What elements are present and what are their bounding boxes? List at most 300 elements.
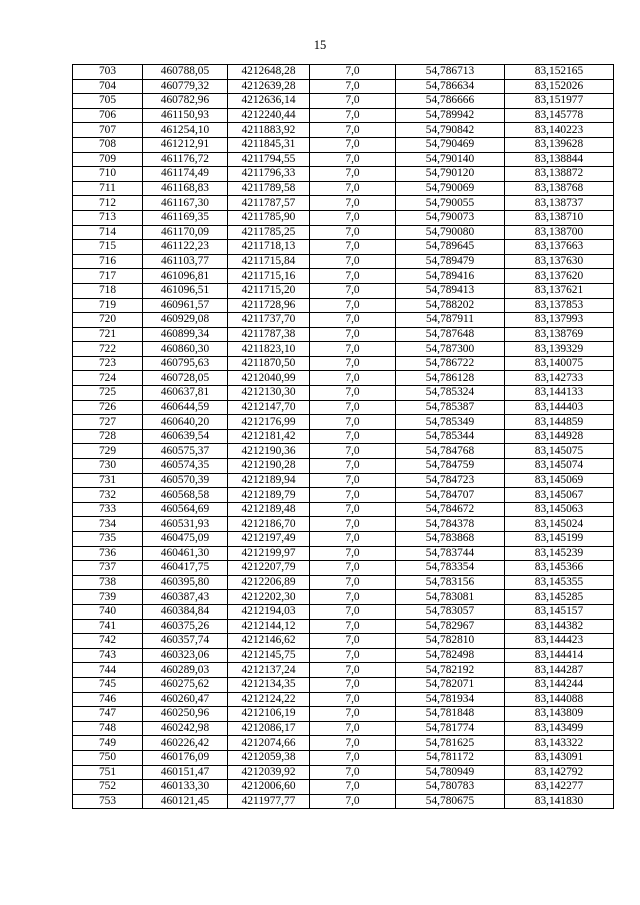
table-row	[73, 254, 614, 269]
table-row	[73, 298, 614, 313]
y-coordinate-cell: 4211823,10	[228, 342, 310, 357]
latitude-cell: 54,784707	[396, 488, 505, 503]
table-row	[73, 225, 614, 240]
latitude-cell: 54,784723	[396, 473, 505, 488]
table-row	[73, 371, 614, 386]
point-number-cell: 735	[73, 532, 143, 547]
latitude-cell: 54,790073	[396, 210, 505, 225]
value-cell: 7,0	[310, 444, 396, 459]
y-coordinate-cell: 4212206,89	[228, 575, 310, 590]
y-coordinate-cell: 4211715,20	[228, 283, 310, 298]
latitude-cell: 54,782498	[396, 648, 505, 663]
longitude-cell: 83,145366	[505, 561, 614, 576]
x-coordinate-cell: 460779,32	[143, 79, 228, 94]
y-coordinate-cell: 4212648,28	[228, 65, 310, 80]
x-coordinate-cell: 460575,37	[143, 444, 228, 459]
x-coordinate-cell: 460226,42	[143, 736, 228, 751]
point-number-cell: 732	[73, 488, 143, 503]
y-coordinate-cell: 4212190,28	[228, 459, 310, 474]
value-cell: 7,0	[310, 356, 396, 371]
value-cell: 7,0	[310, 794, 396, 809]
value-cell: 7,0	[310, 634, 396, 649]
latitude-cell: 54,786713	[396, 65, 505, 80]
longitude-cell: 83,137621	[505, 283, 614, 298]
point-number-cell: 737	[73, 561, 143, 576]
value-cell: 7,0	[310, 517, 396, 532]
y-coordinate-cell: 4211715,84	[228, 254, 310, 269]
point-number-cell: 734	[73, 517, 143, 532]
table-row	[73, 590, 614, 605]
value-cell: 7,0	[310, 619, 396, 634]
latitude-cell: 54,781774	[396, 721, 505, 736]
longitude-cell: 83,152026	[505, 79, 614, 94]
value-cell: 7,0	[310, 152, 396, 167]
x-coordinate-cell: 460289,03	[143, 663, 228, 678]
table-row	[73, 750, 614, 765]
point-number-cell: 740	[73, 604, 143, 619]
x-coordinate-cell: 460375,26	[143, 619, 228, 634]
y-coordinate-cell: 4212240,44	[228, 108, 310, 123]
y-coordinate-cell: 4212189,48	[228, 502, 310, 517]
latitude-cell: 54,783081	[396, 590, 505, 605]
table-row	[73, 794, 614, 809]
point-number-cell: 750	[73, 750, 143, 765]
x-coordinate-cell: 460250,96	[143, 707, 228, 722]
latitude-cell: 54,787648	[396, 327, 505, 342]
point-number-cell: 713	[73, 210, 143, 225]
table-row	[73, 152, 614, 167]
value-cell: 7,0	[310, 108, 396, 123]
longitude-cell: 83,144423	[505, 634, 614, 649]
x-coordinate-cell: 460461,30	[143, 546, 228, 561]
value-cell: 7,0	[310, 313, 396, 328]
latitude-cell: 54,786666	[396, 94, 505, 109]
point-number-cell: 738	[73, 575, 143, 590]
point-number-cell: 710	[73, 167, 143, 182]
table-row	[73, 444, 614, 459]
longitude-cell: 83,152165	[505, 65, 614, 80]
table-row	[73, 240, 614, 255]
value-cell: 7,0	[310, 298, 396, 313]
x-coordinate-cell: 461122,23	[143, 240, 228, 255]
y-coordinate-cell: 4212134,35	[228, 677, 310, 692]
longitude-cell: 83,138710	[505, 210, 614, 225]
y-coordinate-cell: 4211787,57	[228, 196, 310, 211]
point-number-cell: 743	[73, 648, 143, 663]
table-row	[73, 386, 614, 401]
latitude-cell: 54,790055	[396, 196, 505, 211]
y-coordinate-cell: 4212146,62	[228, 634, 310, 649]
table-row	[73, 429, 614, 444]
longitude-cell: 83,141830	[505, 794, 614, 809]
value-cell: 7,0	[310, 459, 396, 474]
point-number-cell: 719	[73, 298, 143, 313]
table-row	[73, 488, 614, 503]
longitude-cell: 83,145285	[505, 590, 614, 605]
x-coordinate-cell: 460417,75	[143, 561, 228, 576]
longitude-cell: 83,145067	[505, 488, 614, 503]
table-row	[73, 283, 614, 298]
value-cell: 7,0	[310, 181, 396, 196]
y-coordinate-cell: 4211796,33	[228, 167, 310, 182]
value-cell: 7,0	[310, 677, 396, 692]
longitude-cell: 83,145075	[505, 444, 614, 459]
page-number: 15	[313, 38, 327, 52]
point-number-cell: 718	[73, 283, 143, 298]
point-number-cell: 751	[73, 765, 143, 780]
point-number-cell: 745	[73, 677, 143, 692]
latitude-cell: 54,780949	[396, 765, 505, 780]
value-cell: 7,0	[310, 765, 396, 780]
table-row	[73, 167, 614, 182]
value-cell: 7,0	[310, 648, 396, 663]
value-cell: 7,0	[310, 707, 396, 722]
value-cell: 7,0	[310, 65, 396, 80]
value-cell: 7,0	[310, 502, 396, 517]
value-cell: 7,0	[310, 196, 396, 211]
latitude-cell: 54,785324	[396, 386, 505, 401]
point-number-cell: 746	[73, 692, 143, 707]
point-number-cell: 722	[73, 342, 143, 357]
y-coordinate-cell: 4211785,25	[228, 225, 310, 240]
y-coordinate-cell: 4212040,99	[228, 371, 310, 386]
value-cell: 7,0	[310, 604, 396, 619]
x-coordinate-cell: 460384,84	[143, 604, 228, 619]
y-coordinate-cell: 4212176,99	[228, 415, 310, 430]
y-coordinate-cell: 4212137,24	[228, 663, 310, 678]
x-coordinate-cell: 461096,81	[143, 269, 228, 284]
y-coordinate-cell: 4211883,92	[228, 123, 310, 138]
x-coordinate-cell: 460640,20	[143, 415, 228, 430]
latitude-cell: 54,790842	[396, 123, 505, 138]
value-cell: 7,0	[310, 371, 396, 386]
longitude-cell: 83,137853	[505, 298, 614, 313]
y-coordinate-cell: 4212189,94	[228, 473, 310, 488]
y-coordinate-cell: 4212144,12	[228, 619, 310, 634]
y-coordinate-cell: 4212145,75	[228, 648, 310, 663]
y-coordinate-cell: 4211785,90	[228, 210, 310, 225]
point-number-cell: 724	[73, 371, 143, 386]
point-number-cell: 729	[73, 444, 143, 459]
x-coordinate-cell: 460260,47	[143, 692, 228, 707]
value-cell: 7,0	[310, 561, 396, 576]
value-cell: 7,0	[310, 488, 396, 503]
longitude-cell: 83,145239	[505, 546, 614, 561]
value-cell: 7,0	[310, 546, 396, 561]
latitude-cell: 54,790469	[396, 137, 505, 152]
value-cell: 7,0	[310, 575, 396, 590]
y-coordinate-cell: 4212124,22	[228, 692, 310, 707]
y-coordinate-cell: 4211737,70	[228, 313, 310, 328]
point-number-cell: 712	[73, 196, 143, 211]
y-coordinate-cell: 4212086,17	[228, 721, 310, 736]
latitude-cell: 54,787300	[396, 342, 505, 357]
x-coordinate-cell: 460637,81	[143, 386, 228, 401]
table-row	[73, 327, 614, 342]
y-coordinate-cell: 4211789,58	[228, 181, 310, 196]
point-number-cell: 726	[73, 400, 143, 415]
x-coordinate-cell: 460357,74	[143, 634, 228, 649]
x-coordinate-cell: 460644,59	[143, 400, 228, 415]
table-row	[73, 619, 614, 634]
longitude-cell: 83,138769	[505, 327, 614, 342]
table-row	[73, 677, 614, 692]
value-cell: 7,0	[310, 254, 396, 269]
value-cell: 7,0	[310, 269, 396, 284]
latitude-cell: 54,781848	[396, 707, 505, 722]
x-coordinate-cell: 460133,30	[143, 780, 228, 795]
longitude-cell: 83,137620	[505, 269, 614, 284]
point-number-cell: 731	[73, 473, 143, 488]
point-number-cell: 705	[73, 94, 143, 109]
table-row	[73, 269, 614, 284]
y-coordinate-cell: 4212207,79	[228, 561, 310, 576]
point-number-cell: 714	[73, 225, 143, 240]
y-coordinate-cell: 4212039,92	[228, 765, 310, 780]
table-row	[73, 210, 614, 225]
latitude-cell: 54,783156	[396, 575, 505, 590]
latitude-cell: 54,782192	[396, 663, 505, 678]
longitude-cell: 83,144928	[505, 429, 614, 444]
latitude-cell: 54,789645	[396, 240, 505, 255]
y-coordinate-cell: 4211870,50	[228, 356, 310, 371]
y-coordinate-cell: 4212190,36	[228, 444, 310, 459]
table-row	[73, 546, 614, 561]
x-coordinate-cell: 460323,06	[143, 648, 228, 663]
table-row	[73, 196, 614, 211]
value-cell: 7,0	[310, 663, 396, 678]
longitude-cell: 83,137630	[505, 254, 614, 269]
table-row	[73, 181, 614, 196]
value-cell: 7,0	[310, 137, 396, 152]
longitude-cell: 83,143322	[505, 736, 614, 751]
point-number-cell: 725	[73, 386, 143, 401]
latitude-cell: 54,790120	[396, 167, 505, 182]
value-cell: 7,0	[310, 79, 396, 94]
x-coordinate-cell: 460860,30	[143, 342, 228, 357]
longitude-cell: 83,139628	[505, 137, 614, 152]
value-cell: 7,0	[310, 167, 396, 182]
x-coordinate-cell: 460929,08	[143, 313, 228, 328]
latitude-cell: 54,786128	[396, 371, 505, 386]
point-number-cell: 733	[73, 502, 143, 517]
point-number-cell: 720	[73, 313, 143, 328]
latitude-cell: 54,782071	[396, 677, 505, 692]
x-coordinate-cell: 460568,58	[143, 488, 228, 503]
point-number-cell: 730	[73, 459, 143, 474]
x-coordinate-cell: 460475,09	[143, 532, 228, 547]
longitude-cell: 83,145355	[505, 575, 614, 590]
table-row	[73, 561, 614, 576]
x-coordinate-cell: 460728,05	[143, 371, 228, 386]
point-number-cell: 728	[73, 429, 143, 444]
value-cell: 7,0	[310, 327, 396, 342]
x-coordinate-cell: 460639,54	[143, 429, 228, 444]
longitude-cell: 83,144133	[505, 386, 614, 401]
value-cell: 7,0	[310, 400, 396, 415]
y-coordinate-cell: 4212194,03	[228, 604, 310, 619]
y-coordinate-cell: 4212147,70	[228, 400, 310, 415]
y-coordinate-cell: 4212181,42	[228, 429, 310, 444]
latitude-cell: 54,782810	[396, 634, 505, 649]
value-cell: 7,0	[310, 210, 396, 225]
latitude-cell: 54,781172	[396, 750, 505, 765]
latitude-cell: 54,783354	[396, 561, 505, 576]
longitude-cell: 83,145024	[505, 517, 614, 532]
point-number-cell: 752	[73, 780, 143, 795]
table-row	[73, 721, 614, 736]
latitude-cell: 54,781934	[396, 692, 505, 707]
table-row	[73, 342, 614, 357]
latitude-cell: 54,790140	[396, 152, 505, 167]
latitude-cell: 54,785344	[396, 429, 505, 444]
point-number-cell: 748	[73, 721, 143, 736]
longitude-cell: 83,145063	[505, 502, 614, 517]
point-number-cell: 721	[73, 327, 143, 342]
value-cell: 7,0	[310, 94, 396, 109]
latitude-cell: 54,790069	[396, 181, 505, 196]
longitude-cell: 83,138737	[505, 196, 614, 211]
point-number-cell: 749	[73, 736, 143, 751]
latitude-cell: 54,789416	[396, 269, 505, 284]
longitude-cell: 83,143091	[505, 750, 614, 765]
x-coordinate-cell: 460961,57	[143, 298, 228, 313]
latitude-cell: 54,782967	[396, 619, 505, 634]
table-row	[73, 94, 614, 109]
table-row	[73, 692, 614, 707]
x-coordinate-cell: 460795,63	[143, 356, 228, 371]
point-number-cell: 709	[73, 152, 143, 167]
latitude-cell: 54,784378	[396, 517, 505, 532]
table-row	[73, 400, 614, 415]
point-number-cell: 711	[73, 181, 143, 196]
value-cell: 7,0	[310, 240, 396, 255]
longitude-cell: 83,138872	[505, 167, 614, 182]
longitude-cell: 83,138768	[505, 181, 614, 196]
x-coordinate-cell: 460574,35	[143, 459, 228, 474]
y-coordinate-cell: 4212074,66	[228, 736, 310, 751]
y-coordinate-cell: 4212199,97	[228, 546, 310, 561]
x-coordinate-cell: 461150,93	[143, 108, 228, 123]
longitude-cell: 83,139329	[505, 342, 614, 357]
latitude-cell: 54,783744	[396, 546, 505, 561]
x-coordinate-cell: 461212,91	[143, 137, 228, 152]
x-coordinate-cell: 460242,98	[143, 721, 228, 736]
table-row	[73, 79, 614, 94]
latitude-cell: 54,789479	[396, 254, 505, 269]
latitude-cell: 54,788202	[396, 298, 505, 313]
table-row	[73, 736, 614, 751]
value-cell: 7,0	[310, 721, 396, 736]
table-row	[73, 765, 614, 780]
point-number-cell: 717	[73, 269, 143, 284]
x-coordinate-cell: 460788,05	[143, 65, 228, 80]
latitude-cell: 54,783868	[396, 532, 505, 547]
point-number-cell: 715	[73, 240, 143, 255]
latitude-cell: 54,787911	[396, 313, 505, 328]
table-row	[73, 137, 614, 152]
latitude-cell: 54,780675	[396, 794, 505, 809]
longitude-cell: 83,142792	[505, 765, 614, 780]
table-row	[73, 459, 614, 474]
latitude-cell: 54,786722	[396, 356, 505, 371]
coordinates-table	[72, 64, 614, 809]
y-coordinate-cell: 4212202,30	[228, 590, 310, 605]
point-number-cell: 742	[73, 634, 143, 649]
y-coordinate-cell: 4212197,49	[228, 532, 310, 547]
y-coordinate-cell: 4211794,55	[228, 152, 310, 167]
table-row	[73, 575, 614, 590]
x-coordinate-cell: 460899,34	[143, 327, 228, 342]
value-cell: 7,0	[310, 123, 396, 138]
table-row	[73, 780, 614, 795]
point-number-cell: 744	[73, 663, 143, 678]
x-coordinate-cell: 461167,30	[143, 196, 228, 211]
x-coordinate-cell: 461174,49	[143, 167, 228, 182]
x-coordinate-cell: 460176,09	[143, 750, 228, 765]
latitude-cell: 54,784759	[396, 459, 505, 474]
point-number-cell: 704	[73, 79, 143, 94]
x-coordinate-cell: 461103,77	[143, 254, 228, 269]
longitude-cell: 83,142277	[505, 780, 614, 795]
value-cell: 7,0	[310, 473, 396, 488]
table-row	[73, 634, 614, 649]
point-number-cell: 706	[73, 108, 143, 123]
coordinates-table-body	[73, 65, 614, 809]
longitude-cell: 83,140075	[505, 356, 614, 371]
value-cell: 7,0	[310, 283, 396, 298]
longitude-cell: 83,144859	[505, 415, 614, 430]
y-coordinate-cell: 4212006,60	[228, 780, 310, 795]
latitude-cell: 54,789942	[396, 108, 505, 123]
x-coordinate-cell: 461254,10	[143, 123, 228, 138]
point-number-cell: 736	[73, 546, 143, 561]
point-number-cell: 703	[73, 65, 143, 80]
latitude-cell: 54,789413	[396, 283, 505, 298]
table-row	[73, 663, 614, 678]
value-cell: 7,0	[310, 415, 396, 430]
longitude-cell: 83,145069	[505, 473, 614, 488]
longitude-cell: 83,144382	[505, 619, 614, 634]
table-row	[73, 415, 614, 430]
y-coordinate-cell: 4212639,28	[228, 79, 310, 94]
table-row	[73, 517, 614, 532]
longitude-cell: 83,151977	[505, 94, 614, 109]
y-coordinate-cell: 4211787,38	[228, 327, 310, 342]
longitude-cell: 83,145074	[505, 459, 614, 474]
latitude-cell: 54,781625	[396, 736, 505, 751]
x-coordinate-cell: 460570,39	[143, 473, 228, 488]
y-coordinate-cell: 4211728,96	[228, 298, 310, 313]
x-coordinate-cell: 461169,35	[143, 210, 228, 225]
longitude-cell: 83,140223	[505, 123, 614, 138]
table-row	[73, 356, 614, 371]
value-cell: 7,0	[310, 386, 396, 401]
point-number-cell: 727	[73, 415, 143, 430]
value-cell: 7,0	[310, 736, 396, 751]
latitude-cell: 54,790080	[396, 225, 505, 240]
x-coordinate-cell: 460151,47	[143, 765, 228, 780]
longitude-cell: 83,145778	[505, 108, 614, 123]
longitude-cell: 83,142733	[505, 371, 614, 386]
value-cell: 7,0	[310, 342, 396, 357]
y-coordinate-cell: 4212186,70	[228, 517, 310, 532]
latitude-cell: 54,783057	[396, 604, 505, 619]
longitude-cell: 83,145199	[505, 532, 614, 547]
point-number-cell: 723	[73, 356, 143, 371]
y-coordinate-cell: 4211715,16	[228, 269, 310, 284]
table-row	[73, 502, 614, 517]
